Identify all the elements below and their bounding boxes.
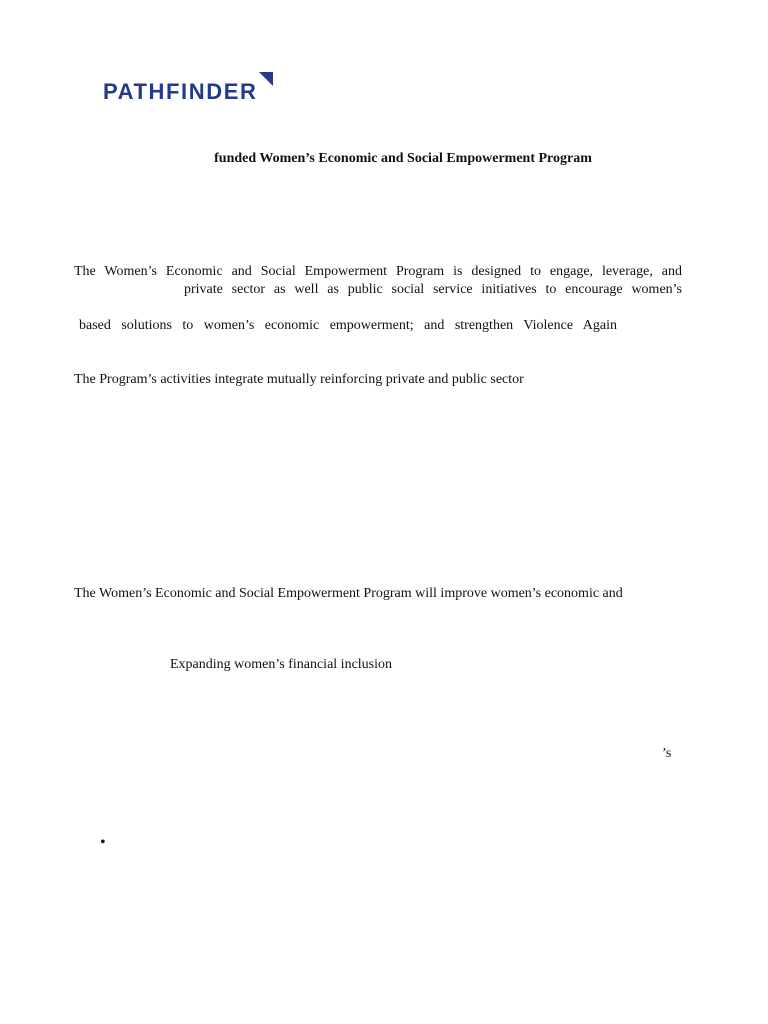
text-fragment: ’s [662, 746, 672, 761]
paragraph-4-line-1: Expanding women’s financial inclusion [170, 657, 393, 672]
document-title: funded Women’s Economic and Social Empowerment Program [214, 151, 592, 166]
logo-mark-icon [259, 72, 273, 86]
bullet-point: • [100, 834, 106, 851]
logo-text: PATHFINDER [103, 79, 258, 104]
pathfinder-logo [103, 72, 273, 103]
paragraph-2-line-1: The Program’s activities integrate mutually reinforcing private and public sector [74, 372, 524, 387]
paragraph-1-line-1: The Women’s Economic and Social Empowerment Program is designed to engage, leverage, and [74, 264, 682, 279]
paragraph-1-line-3: based solutions to women’s economic empowerment; and strengthen Violence Again [79, 318, 617, 333]
paragraph-3-line-1: The Women’s Economic and Social Empowerment Program will improve women’s economic and [74, 586, 623, 601]
paragraph-1-line-2: private sector as well as public social service initiatives to encourage women’s [184, 282, 682, 297]
